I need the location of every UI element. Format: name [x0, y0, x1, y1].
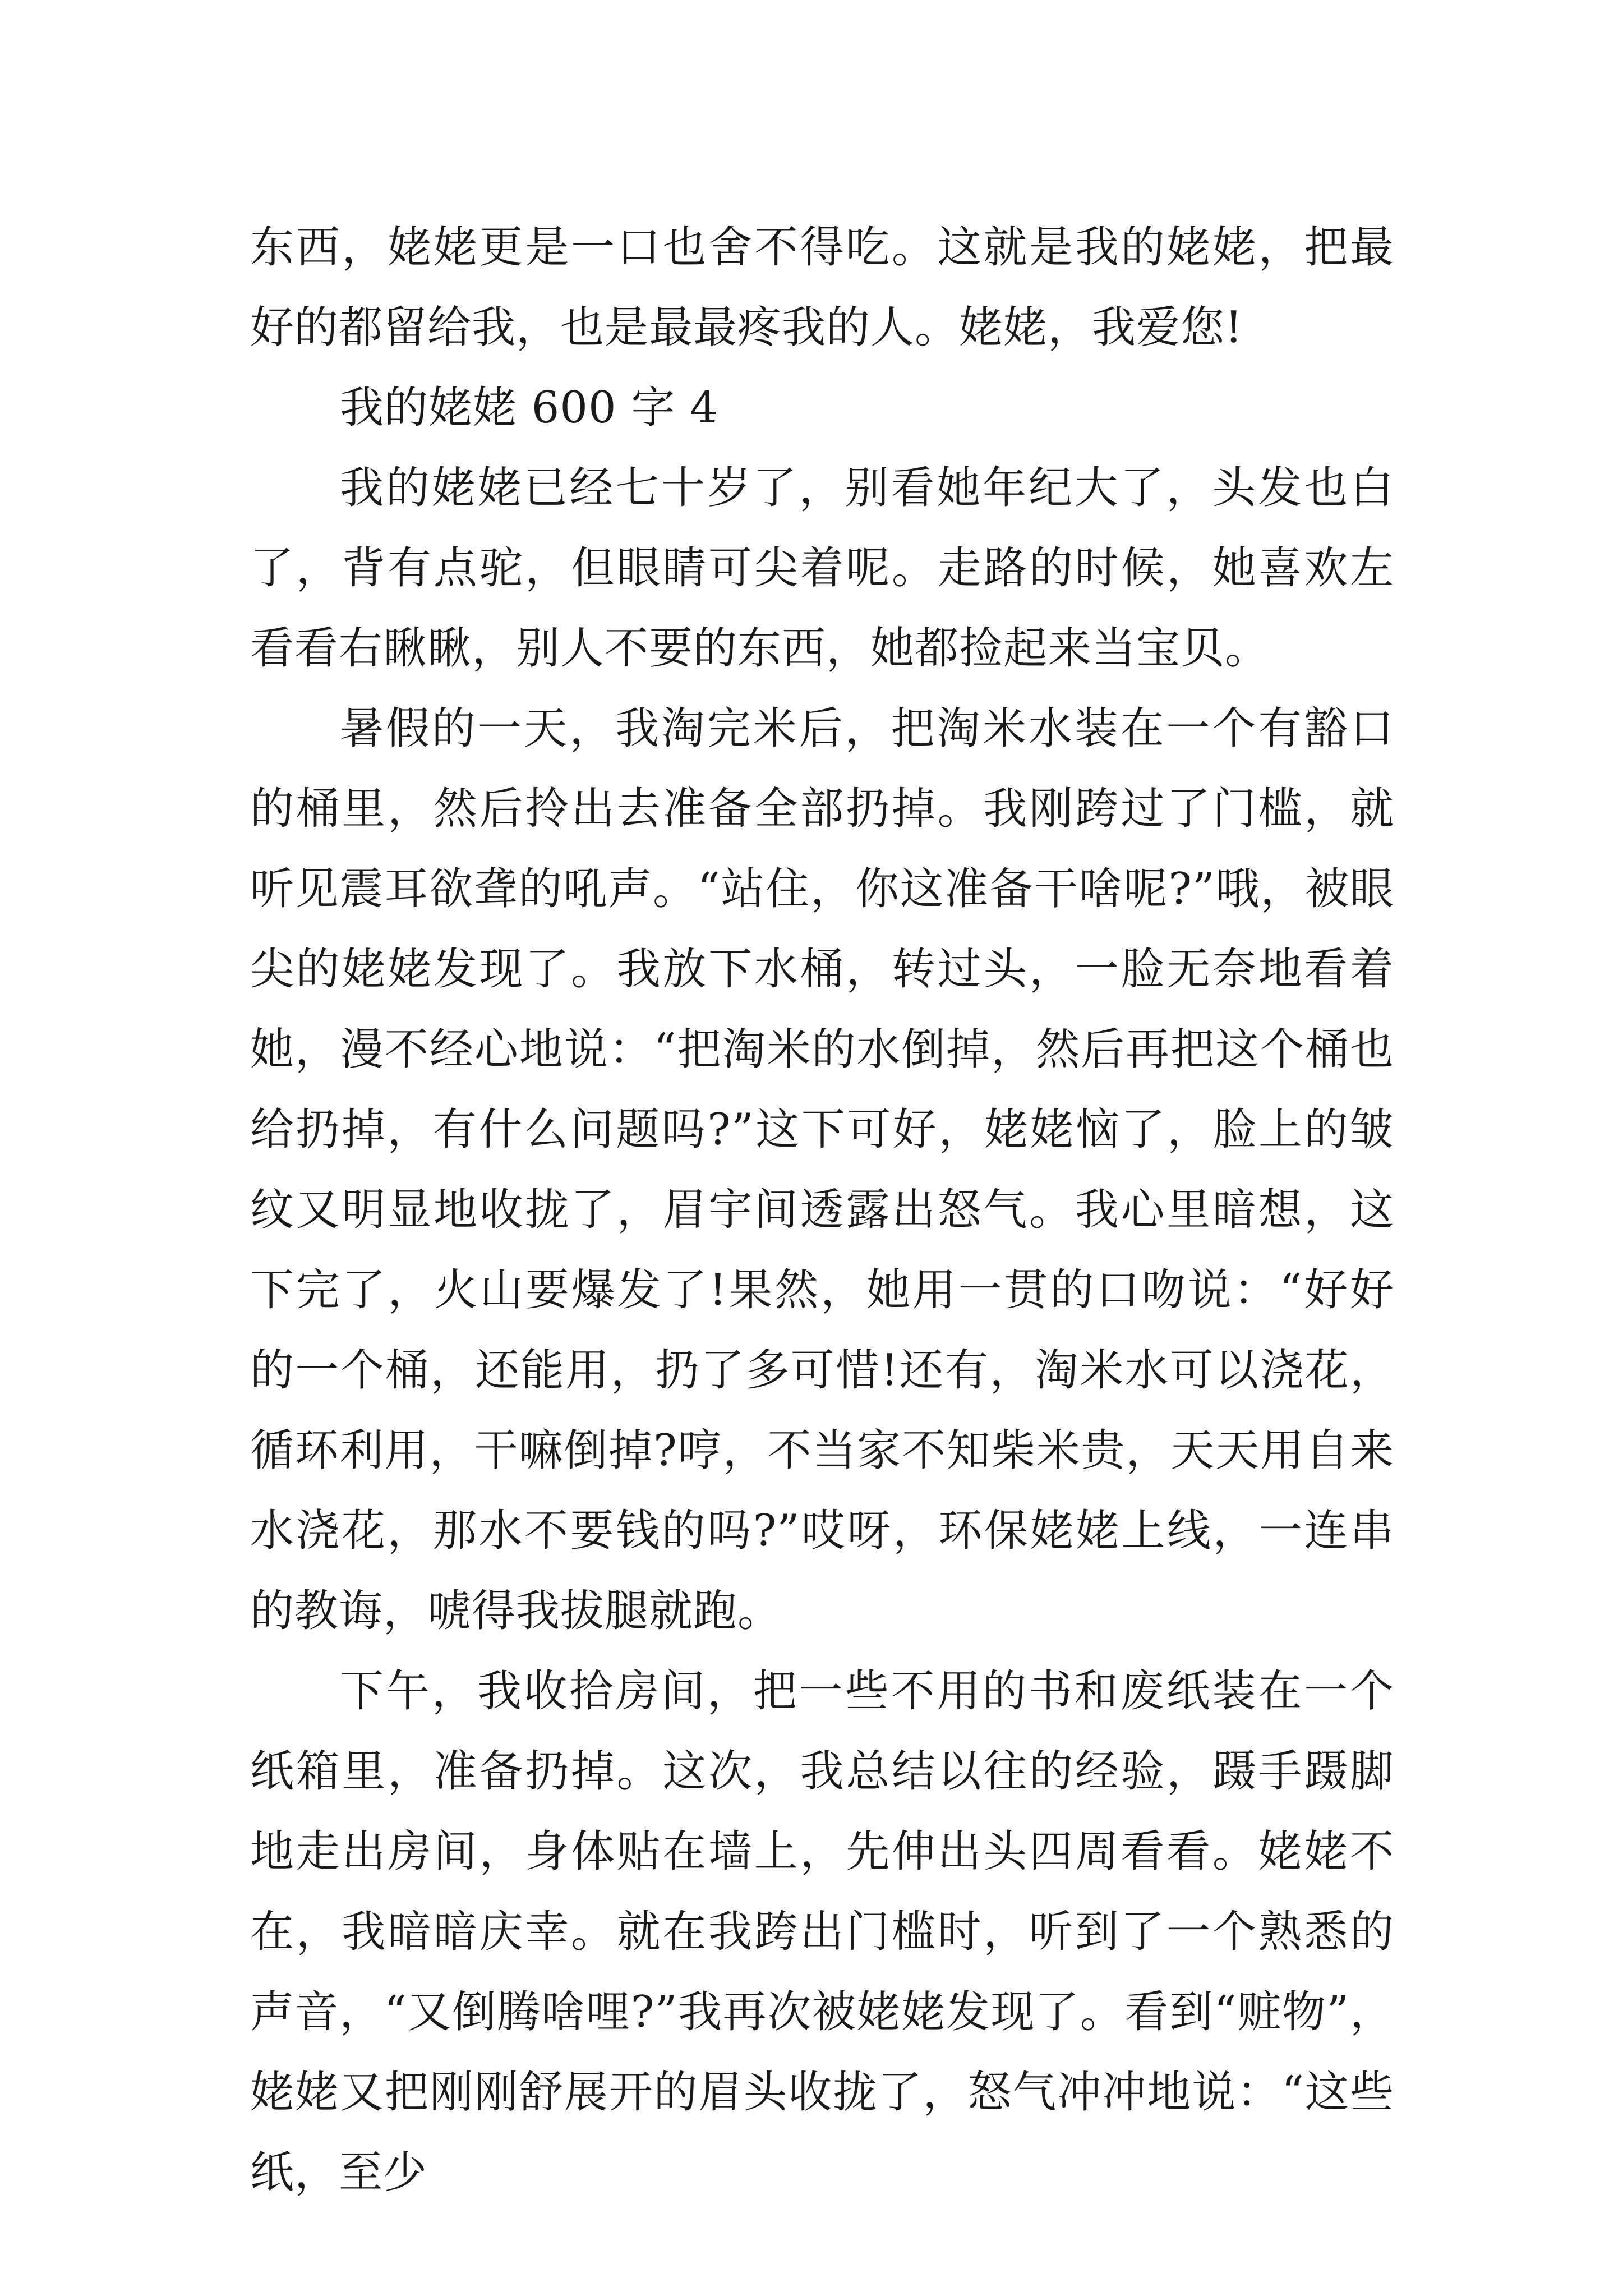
document-body — [250, 208, 1394, 2213]
paragraph-afternoon: 下午，我收拾房间，把一些不用的书和废纸装在一个纸箱里，准备扔掉。这次，我总结以往的经验，蹑手蹑脚地走出房间，身体贴在墙上，先伸出头四周看看。姥姥不在，我暗暗庆幸。就在我跨出门槛时，听到了一个熟悉的声音，“又倒腾啥哩?”我再次被姥姥发现了。看到“赃物”，姥姥又把刚刚舒展开的眉头收拢了，怒气冲冲地说：“这些纸，至少 — [250, 1666, 1394, 2198]
essay-title: 我的姥姥 600 字 4 — [340, 383, 718, 433]
paragraph-continuation: 东西，姥姥更是一口也舍不得吃。这就是我的姥姥，把最好的都留给我，也是最最疼我的人。姥姥，我爱您! — [250, 222, 1394, 353]
paragraph-intro: 我的姥姥已经七十岁了，别看她年纪大了，头发也白了，背有点驼，但眼睛可尖着呢。走路的时候，她喜欢左看看右瞅瞅，别人不要的东西，她都捡起来当宝贝。 — [250, 463, 1394, 674]
paragraph-summer-day: 暑假的一天，我淘完米后，把淘米水装在一个有豁口的桶里，然后拎出去准备全部扔掉。我刚跨过了门槛，就听见震耳欲聋的吼声。“站住，你这准备干啥呢?”哦，被眼尖的姥姥发现了。我放下水桶，转过头，一脸无奈地看着她，漫不经心地说：“把淘米的水倒掉，然后再把这个桶也给扔掉，有什么问题吗?”这下可好，姥姥恼了，脸上的皱纹又明显地收拢了，眉宇间透露出怒气。我心里暗想，这下完了，火山要爆发了!果然，她用一贯的口吻说：“好好的一个桶，还能用，扔了多可惜!还有，淘米水可以浇花，循环利用，干嘛倒掉?哼，不当家不知柴米贵，天天用自来水浇花，那水不要钱的吗?”哎呀，环保姥姥上线，一连串的教诲，唬得我拔腿就跑。 — [250, 703, 1394, 1636]
